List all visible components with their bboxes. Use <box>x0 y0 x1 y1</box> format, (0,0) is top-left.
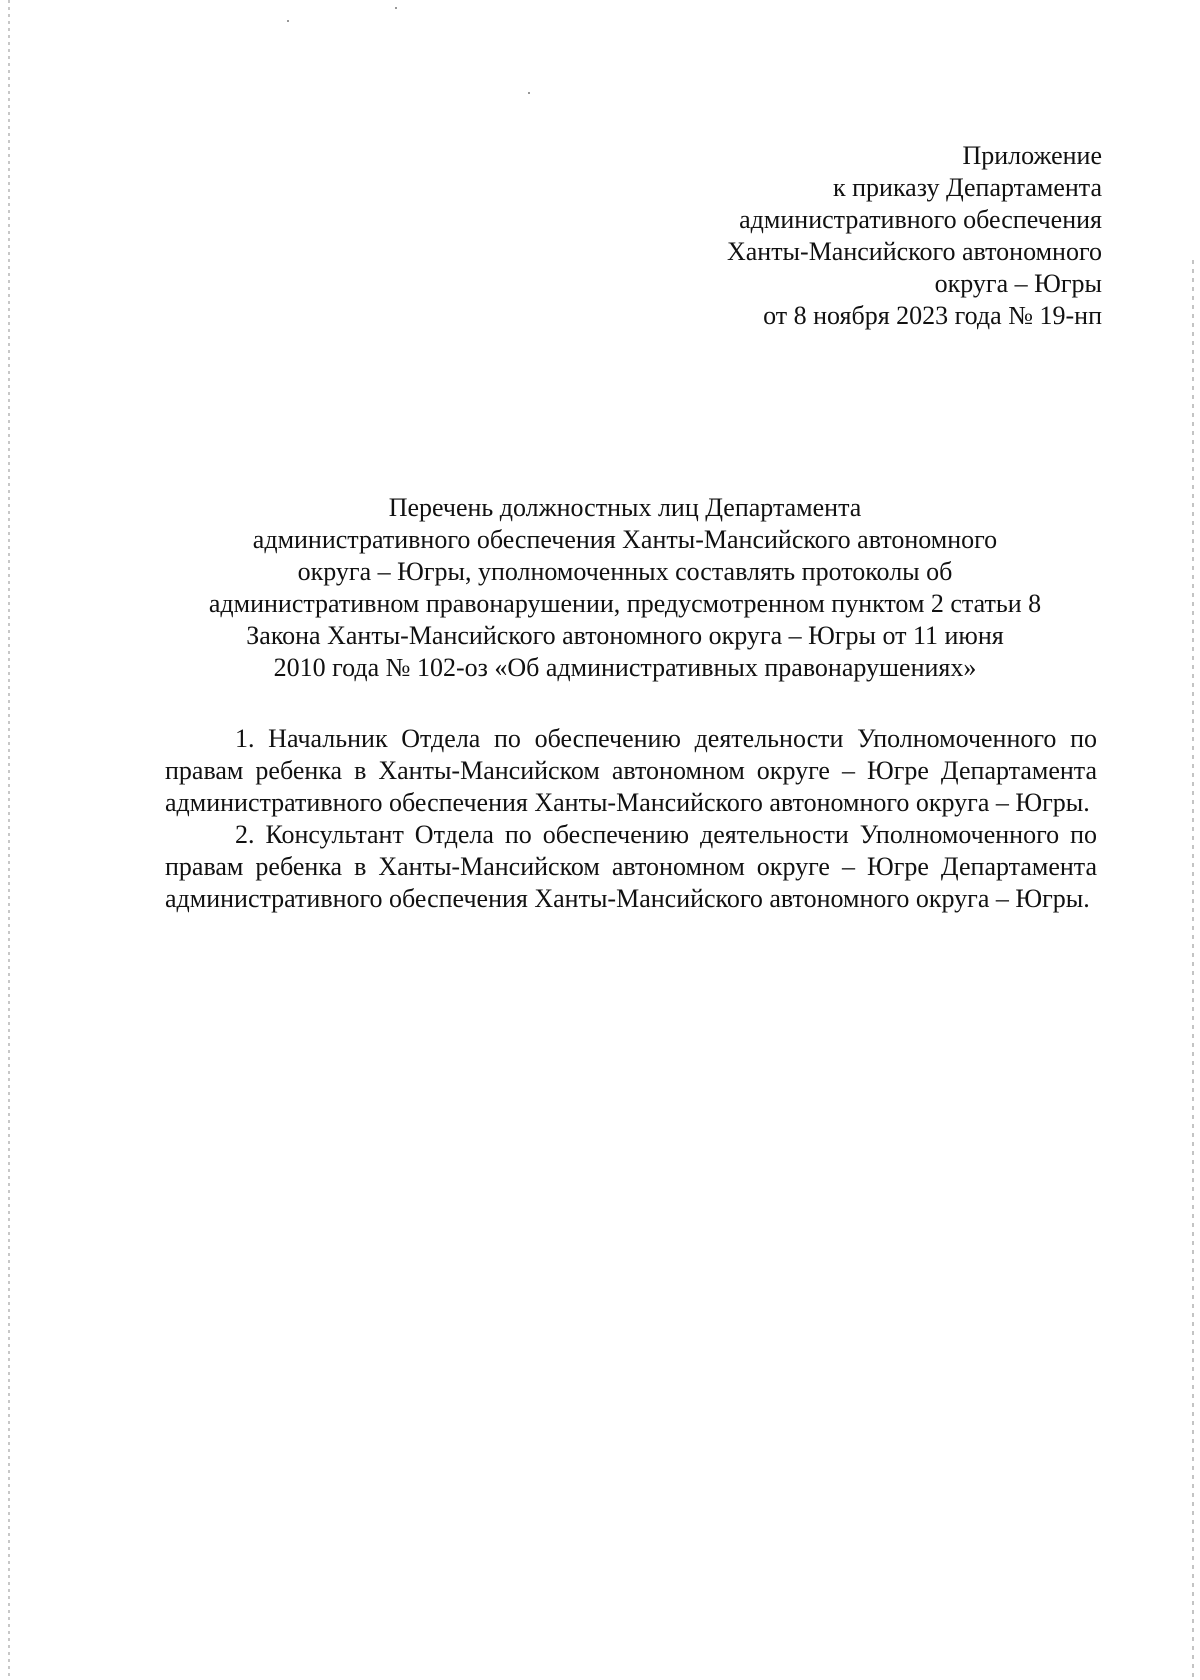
list-item: 1. Начальник Отдела по обеспечению деятельности Уполномоченного по правам ребенка в Ханты-Мансийском автономном округе – Югре Департамента административного обеспечения Ханты-Мансийского автономного округа – Югры. <box>165 724 1097 817</box>
approval-line: округа – Югры <box>934 269 1102 298</box>
approval-line: от 8 ноября 2023 года № 19-нп <box>763 301 1102 330</box>
scan-edge-left <box>8 0 10 1680</box>
title-line: Закона Ханты-Мансийского автономного округа – Югры от 11 июня <box>246 621 1004 650</box>
approval-line: к приказу Департамента <box>832 173 1102 202</box>
scan-edge-right <box>1192 260 1194 1680</box>
approval-line: Приложение <box>962 141 1102 170</box>
list-item: 2. Консультант Отдела по обеспечению деятельности Уполномоченного по правам ребенка в Ханты-Мансийском автономном округе – Югре Департамента административного обеспечения Ханты-Мансийского автономного округа – Югры. <box>165 820 1097 913</box>
approval-block <box>582 140 1102 332</box>
title-line: округа – Югры, уполномоченных составлять протоколы об <box>297 557 953 586</box>
positions-list <box>165 723 1097 915</box>
title-line: 2010 года № 102-оз «Об административных правонарушениях» <box>273 653 977 682</box>
document-title <box>150 492 1100 684</box>
title-line: административного обеспечения Ханты-Мансийского автономного <box>252 525 998 554</box>
scan-speck <box>395 7 397 9</box>
approval-line: Ханты-Мансийского автономного <box>726 237 1102 266</box>
scan-speck <box>528 92 530 94</box>
approval-line: административного обеспечения <box>739 205 1102 234</box>
scan-speck <box>287 20 289 22</box>
title-line: Перечень должностных лиц Департамента <box>388 493 862 522</box>
title-line: административном правонарушении, предусмотренном пунктом 2 статьи 8 <box>208 589 1042 618</box>
